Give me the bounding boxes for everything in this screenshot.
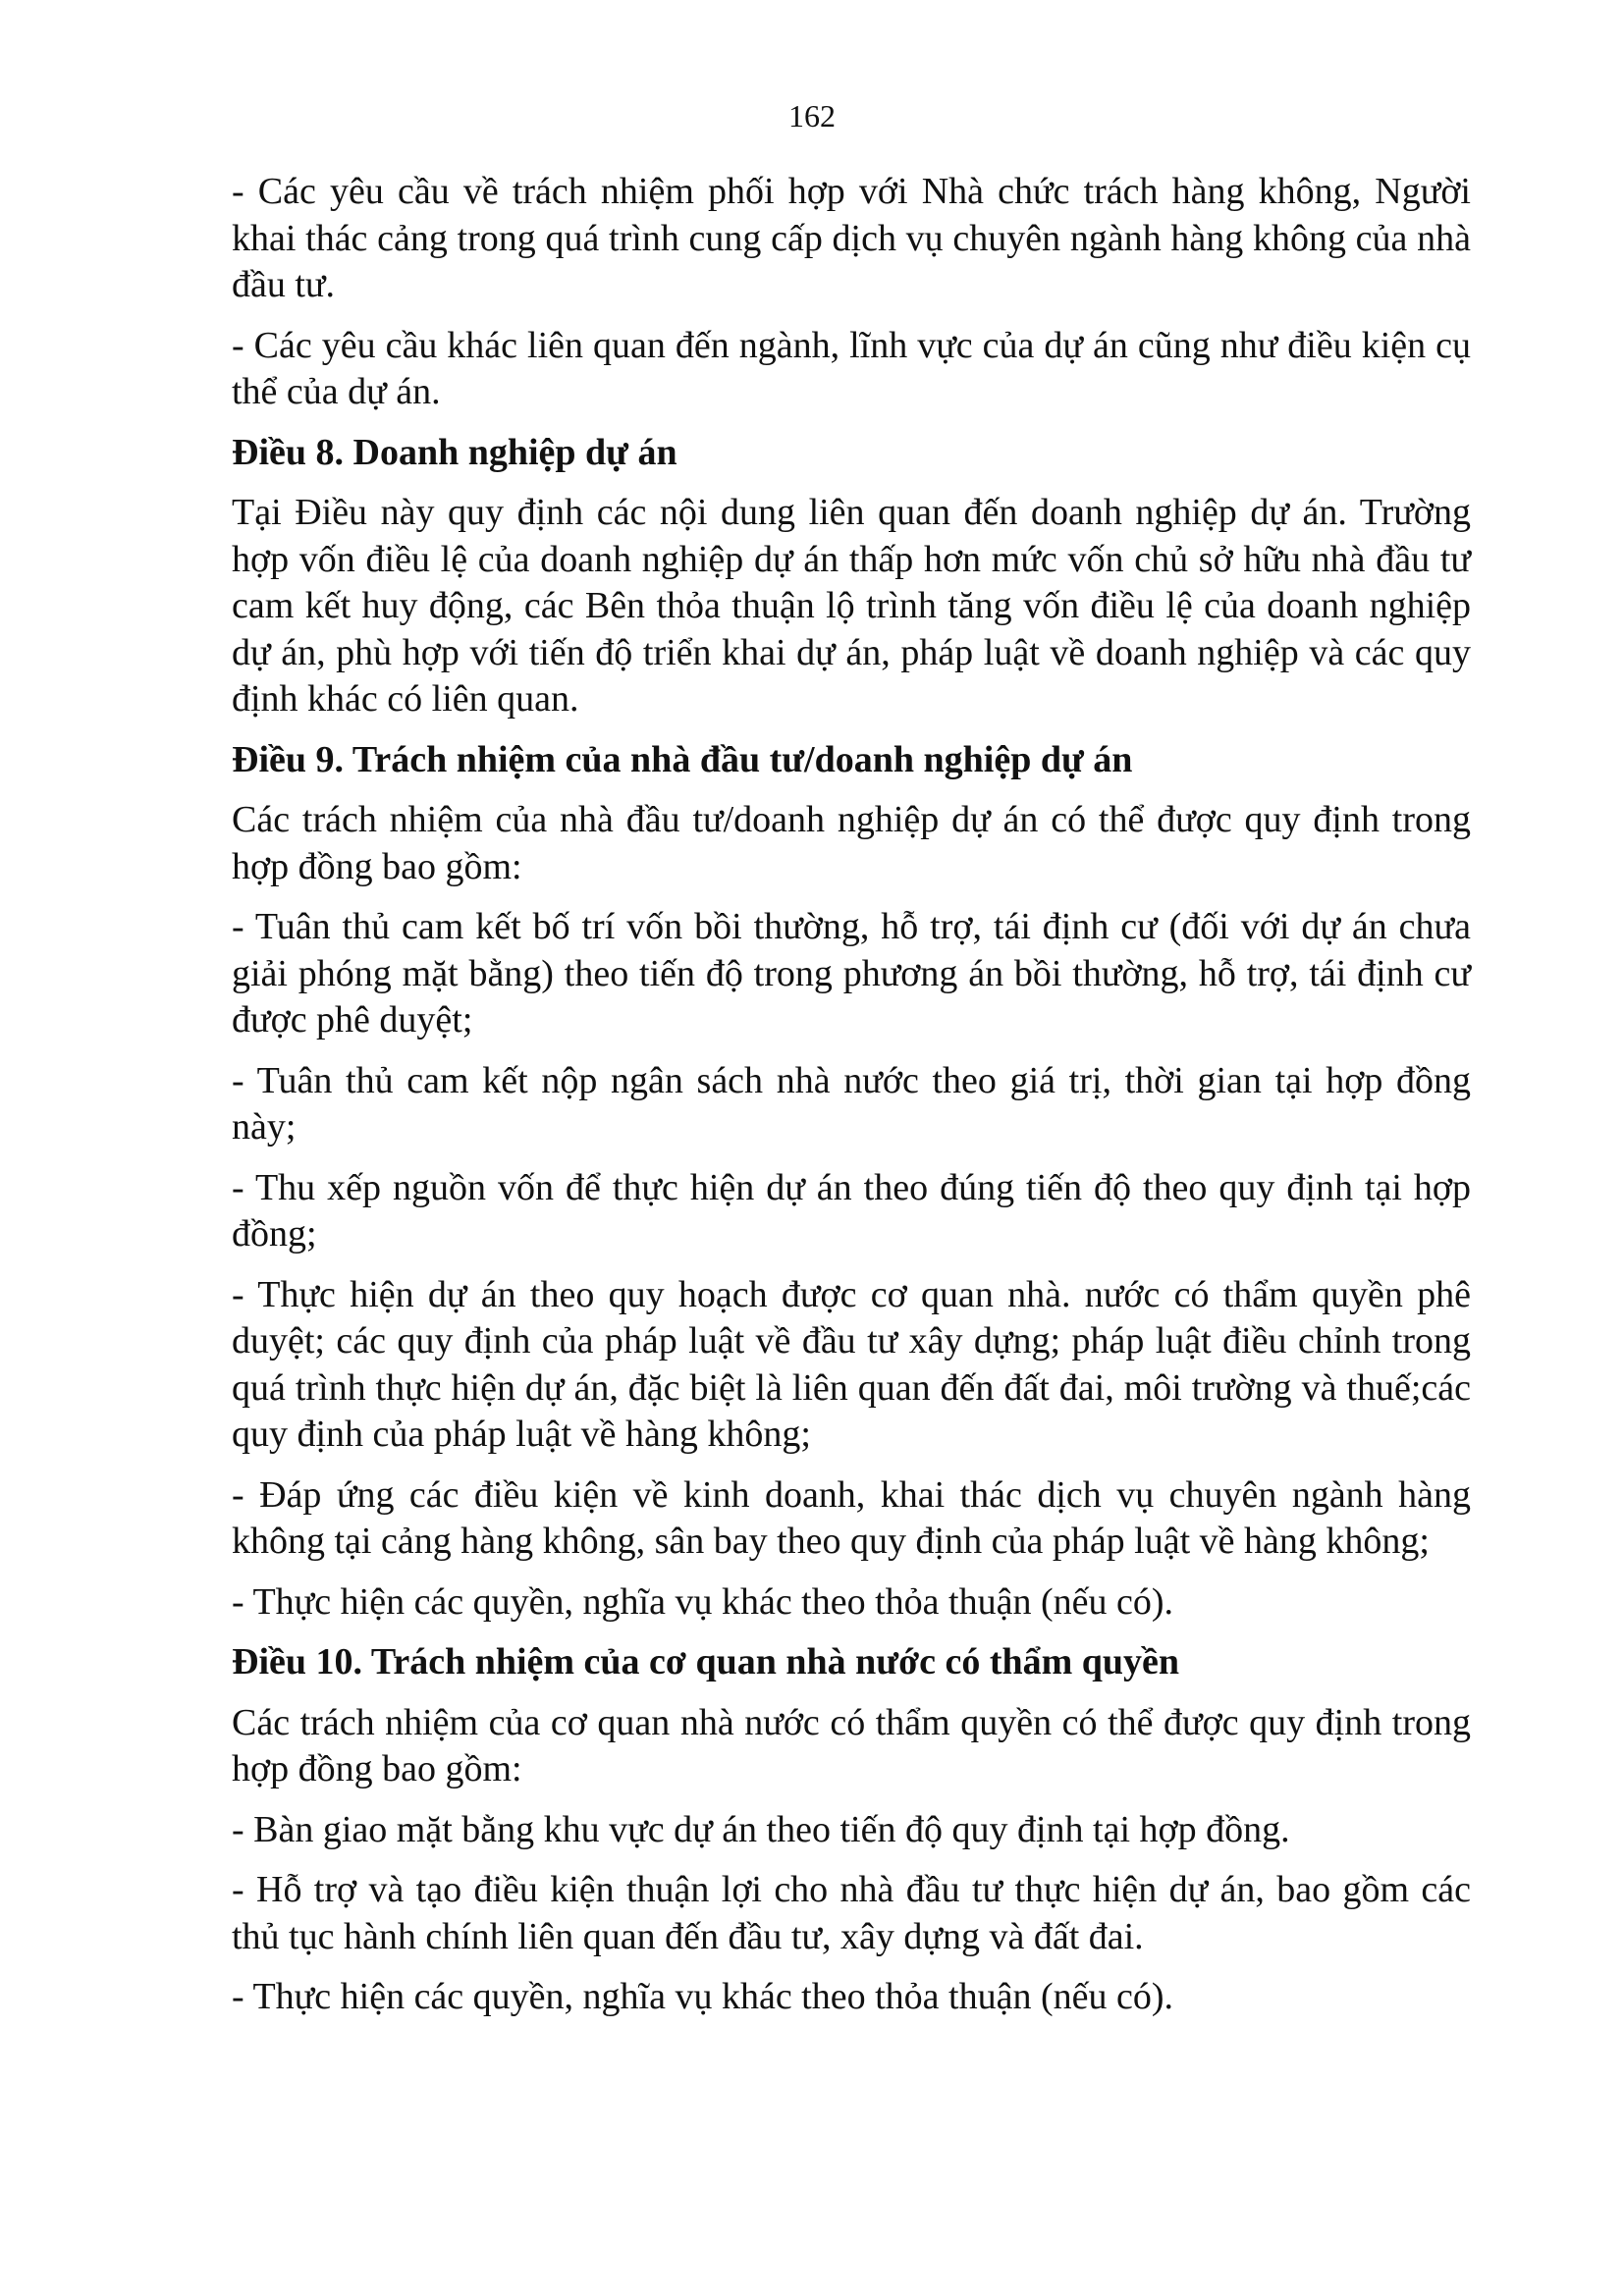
list-item-other-rights-authority: - Thực hiện các quyền, nghĩa vụ khác theo thỏa thuận (nếu có). [232, 1976, 1173, 2017]
list-item-other-rights-investor: - Thực hiện các quyền, nghĩa vụ khác theo thỏa thuận (nếu có). [232, 1580, 1173, 1623]
paragraph-project-enterprise: Tại Điều này quy định các nội dung liên quan đến doanh nghiệp dự án. Trường hợp vốn điều lệ của doanh nghiệp dự án thấp hơn mức vốn chủ sở hữu nhà đầu tư cam kết huy động, các Bên thỏa thuận lộ trình tăng vốn điều lệ của doanh nghiệp dự án, phù hợp với tiến độ triển khai dự án, pháp luật về doanh nghiệp và các quy định khác có liên quan. [232, 492, 1471, 720]
paragraph-other-requirements: - Các yêu cầu khác liên quan đến ngành, lĩnh vực của dự án cũng như điều kiện cụ thể của dự án. [232, 324, 1471, 412]
document-body [232, 169, 1471, 2035]
list-item-handover-site: - Bàn giao mặt bằng khu vực dự án theo tiến độ quy định tại hợp đồng. [232, 1808, 1290, 1850]
paragraph-authority-responsibilities-intro: Các trách nhiệm của cơ quan nhà nước có thẩm quyền có thể được quy định trong hợp đồng bao gồm: [232, 1701, 1471, 1789]
paragraph-coordination-requirements: - Các yêu cầu về trách nhiệm phối hợp với Nhà chức trách hàng không, Người khai thác cảng trong quá trình cung cấp dịch vụ chuyên ngành hàng không của nhà đầu tư. [232, 171, 1471, 305]
heading-article-8: Điều 8. Doanh nghiệp dự án [232, 431, 677, 473]
page-number: 162 [788, 98, 836, 133]
list-item-business-conditions: - Đáp ứng các điều kiện về kinh doanh, khai thác dịch vụ chuyên ngành hàng không tại cảng hàng không, sân bay theo quy định của pháp luật về hàng không; [232, 1473, 1471, 1562]
list-item-arrange-capital: - Thu xếp nguồn vốn để thực hiện dự án theo đúng tiến độ theo quy định tại hợp đồng; [232, 1166, 1471, 1255]
list-item-state-budget: - Tuân thủ cam kết nộp ngân sách nhà nước theo giá trị, thời gian tại hợp đồng này; [232, 1059, 1471, 1148]
paragraph-investor-responsibilities-intro: Các trách nhiệm của nhà đầu tư/doanh nghiệp dự án có thể được quy định trong hợp đồng bao gồm: [232, 799, 1471, 887]
heading-article-9: Điều 9. Trách nhiệm của nhà đầu tư/doanh nghiệp dự án [232, 738, 1133, 780]
list-item-support-investor: - Hỗ trợ và tạo điều kiện thuận lợi cho nhà đầu tư thực hiện dự án, bao gồm các thủ tục hành chính liên quan đến đầu tư, xây dựng và đất đai. [232, 1869, 1471, 1957]
heading-article-10: Điều 10. Trách nhiệm của cơ quan nhà nước có thẩm quyền [232, 1641, 1180, 1682]
list-item-compensation-funds: - Tuân thủ cam kết bố trí vốn bồi thường, hỗ trợ, tái định cư (đối với dự án chưa giải phóng mặt bằng) theo tiến độ trong phương án bồi thường, hỗ trợ, tái định cư được phê duyệt; [232, 906, 1471, 1041]
list-item-implement-per-planning: - Thực hiện dự án theo quy hoạch được cơ quan nhà. nước có thẩm quyền phê duyệt; các quy định của pháp luật về đầu tư xây dựng; pháp luật điều chỉnh trong quá trình thực hiện dự án, đặc biệt là liên quan đến đất đai, môi trường và thuế;các quy định của pháp luật về hàng không; [232, 1273, 1471, 1455]
